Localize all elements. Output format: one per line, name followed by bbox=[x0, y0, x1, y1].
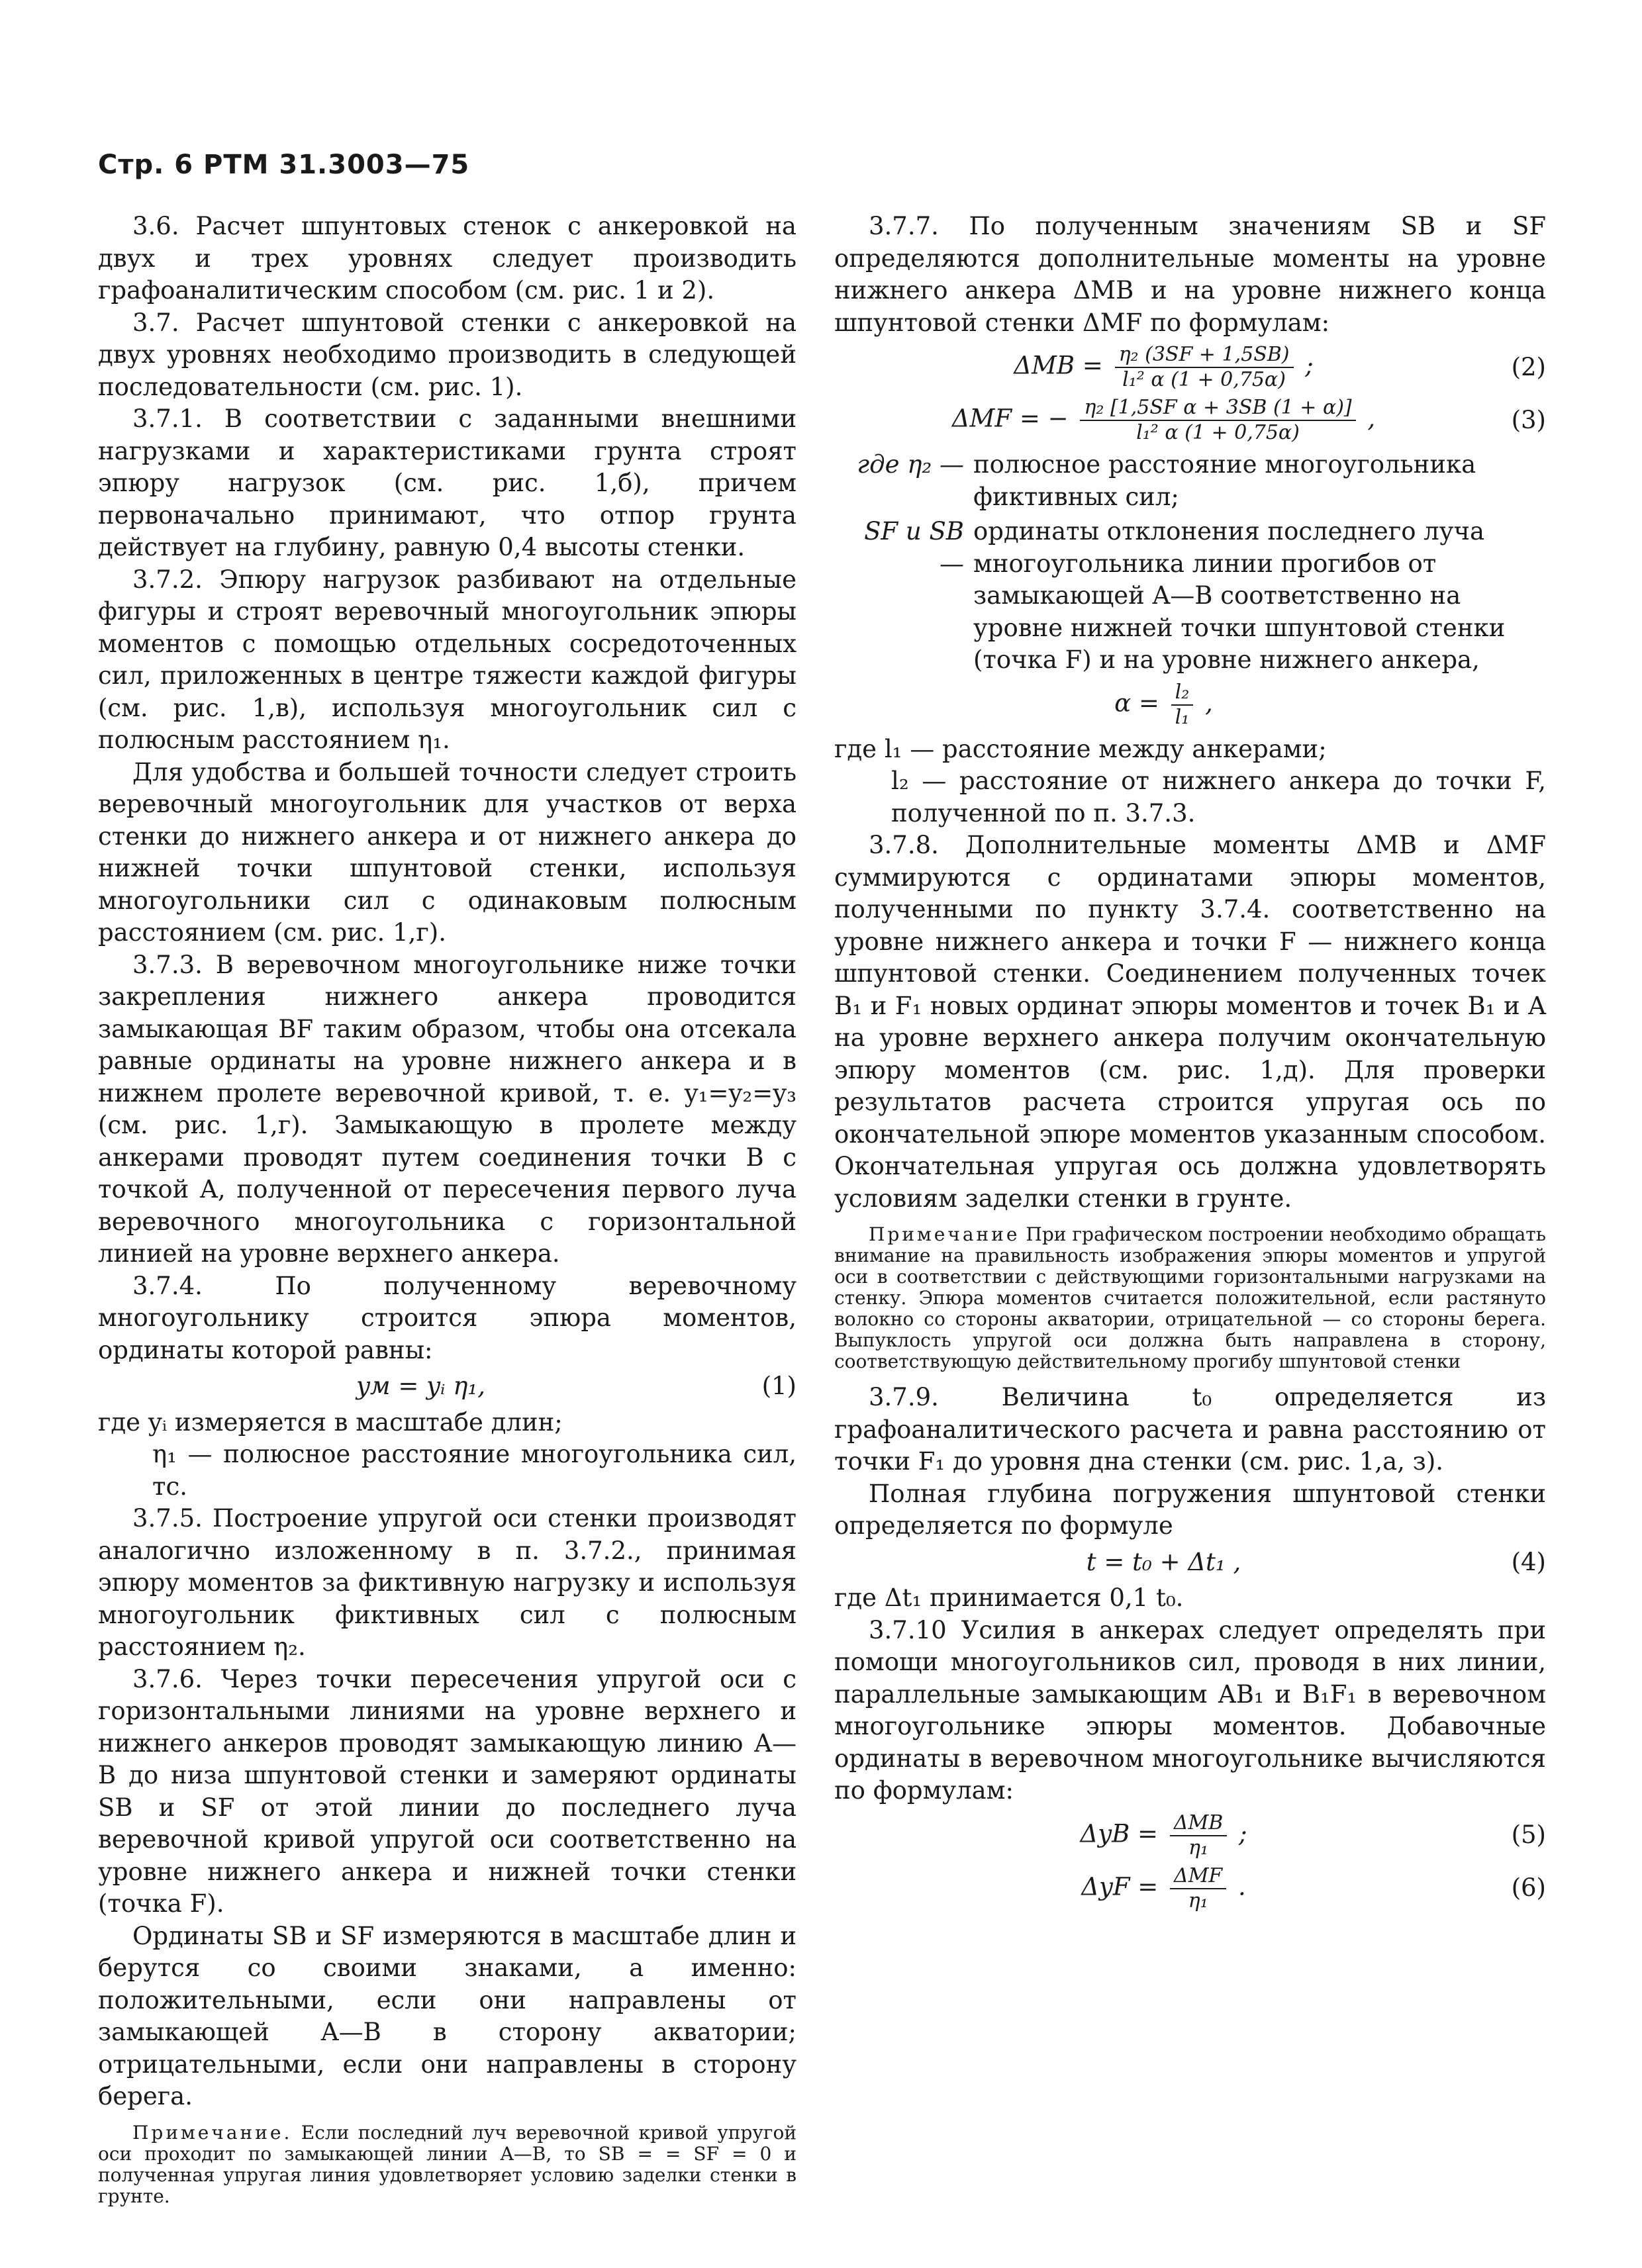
right-column bbox=[834, 211, 1546, 1917]
note-left-text: Если последний луч веревочной кривой упругой оси проходит по замыкающей линии A—B, то SB = = SF = 0 и полученная упругая линия удовлетворяет условию заделки стенки в грунте. bbox=[98, 2121, 797, 2207]
where-eta2-text: полюсное расстояние многоугольника фиктивных сил; bbox=[973, 450, 1476, 511]
page-header: Стр. 6 РТМ 31.3003—75 bbox=[98, 150, 470, 180]
where-eta2-symbol: где η₂ — bbox=[857, 450, 964, 479]
paragraph-3-7-5: 3.7.5. Построение упругой оси стенки производят аналогично изложенному в п. 3.7.2., принимая эпюру моментов за фиктивную нагрузку и используя многоугольник фиктивных сил с полюсным расстоянием η₂. bbox=[98, 1504, 797, 1661]
formula-4-expression: t = t₀ + Δt₁ , bbox=[1086, 1547, 1241, 1576]
formula-6 bbox=[834, 1864, 1546, 1913]
where-sf-sb-symbol: SF и SB — bbox=[864, 517, 964, 578]
where-sf-sb-text: ординаты отклонения последнего луча многоугольника линии прогибов от замыкающей A—B соответственно на уровне нижней точки шпунтовой стенки (точка F) и на уровне нижнего анкера, bbox=[973, 517, 1506, 674]
formula-3 bbox=[834, 396, 1546, 445]
formula-6-expression bbox=[834, 1864, 1493, 1913]
formula-6-denominator: η₁ bbox=[1188, 1889, 1208, 1913]
paragraph-ordinates: Ординаты SB и SF измеряются в масштабе длин и берутся со своими знаками, а именно: положительными, если они направлены от замыкающей A—B в сторону акватории; отрицательными, если они направлены в сторону берега. bbox=[98, 1921, 797, 2110]
formula-2-fraction bbox=[1115, 343, 1294, 392]
formula-3-denominator: l₁² α (1 + 0,75α) bbox=[1136, 421, 1300, 444]
formula-6-fraction bbox=[1170, 1864, 1226, 1913]
paragraph-3-7-2: 3.7.2. Эпюру нагрузок разбивают на отдельные фигуры и строят веревочный многоугольник эпюры моментов с помощью отдельных сосредоточенных сил, приложенных в центре тяжести каждой фигуры (см. рис. 1,в), используя многоугольник сил с полюсным расстоянием η₁. bbox=[98, 565, 797, 754]
formula-alpha-lhs: α = bbox=[1114, 688, 1159, 717]
where-dt1: где Δt₁ принимается 0,1 t₀. bbox=[834, 1583, 1184, 1612]
formula-6-numerator: ΔMF bbox=[1170, 1864, 1226, 1889]
formula-3-numerator: η₂ [1,5SF α + 3SB (1 + α)] bbox=[1080, 396, 1355, 421]
formula-5-number: (5) bbox=[1511, 1820, 1546, 1850]
paragraph-3-6: 3.6. Расчет шпунтовых стенок с анкеровкой на двух и трех уровнях следует производить графоаналитическим способом (см. рис. 1 и 2). bbox=[98, 212, 797, 305]
formula-3-lhs: ΔMF = − bbox=[951, 404, 1069, 433]
note-left bbox=[98, 2122, 797, 2207]
paragraph-3-7-8: 3.7.8. Дополнительные моменты ΔMB и ΔMF суммируются с ординатами эпюры моментов, полученными по пункту 3.7.4. соответственно на уровне нижнего анкера и точки F — нижнего конца шпунтовой стенки. Соединением полученных точек B₁ и F₁ новых ординат эпюры моментов и точек B₁ и A на уровне верхнего анкера получим окончательную эпюру моментов (см. рис. 1,д). Для проверки результатов расчета строится упругая ось по окончательной эпюре моментов указанным способом. Окончательная упругая ось должна удовлетворять условиям заделки стенки в грунте. bbox=[834, 831, 1546, 1213]
where-eta2 bbox=[834, 449, 1546, 513]
formula-6-number: (6) bbox=[1511, 1873, 1546, 1903]
formula-4 bbox=[834, 1546, 1546, 1579]
paragraph-3-7-7: 3.7.7. По полученным значениям SB и SF определяются дополнительные моменты на уровне нижнего анкера ΔMB и на уровне нижнего конца шпунтовой стенки ΔMF по формулам: bbox=[834, 212, 1546, 337]
where-yi: где yᵢ измеряется в масштабе длин; bbox=[98, 1407, 563, 1437]
where-sf-sb bbox=[834, 516, 1546, 677]
formula-alpha-fraction bbox=[1171, 681, 1194, 730]
formula-2-expression bbox=[834, 343, 1493, 392]
formula-1-number: (1) bbox=[761, 1372, 797, 1400]
formula-alpha-expression bbox=[834, 681, 1493, 730]
formula-2-numerator: η₂ (3SF + 1,5SB) bbox=[1115, 343, 1294, 368]
note-right-text: При графическом построении необходимо обращать внимание на правильность изображения эпюры моментов и упругой оси в соответствии с действующими горизонтальными нагрузками на стенку. Эпюра моментов считается положительной, если растянуто волокно со стороны акватории, отрицательной — со стороны берега. Выпуклость упругой оси должна быть направлена в сторону, соответствующую действительному прогибу шпунтовой стенки bbox=[834, 1223, 1546, 1372]
formula-1 bbox=[98, 1370, 797, 1403]
formula-6-end: . bbox=[1238, 1872, 1246, 1901]
formula-3-fraction bbox=[1080, 396, 1355, 445]
formula-4-number: (4) bbox=[1511, 1547, 1546, 1576]
formula-2-denominator: l₁² α (1 + 0,75α) bbox=[1122, 368, 1286, 391]
formula-3-end: , bbox=[1367, 404, 1376, 433]
note-right-label: Примечание bbox=[869, 1223, 1020, 1245]
where-l2: l₂ — расстояние от нижнего анкера до точки F, полученной по п. 3.7.3. bbox=[891, 767, 1546, 827]
formula-2 bbox=[834, 343, 1546, 392]
formula-2-number: (2) bbox=[1511, 352, 1546, 381]
where-l1: где l₁ — расстояние между анкерами; bbox=[834, 734, 1327, 763]
paragraph-3-7-9: 3.7.9. Величина t₀ определяется из графоаналитического расчета и равна расстоянию от точки F₁ до уровня дна стенки (см. рис. 1,а, з). bbox=[834, 1383, 1546, 1476]
formula-2-end: ; bbox=[1305, 351, 1314, 380]
paragraph-3-7-10: 3.7.10 Усилия в анкерах следует определять при помощи многоугольников сил, проводя в них линии, параллельные замыкающим AB₁ и B₁F₁ в веревочном многоугольнике эпюры моментов. Добавочные ординаты в веревочном многоугольнике вычисляются по формулам: bbox=[834, 1615, 1546, 1805]
formula-5-numerator: ΔMB bbox=[1170, 1811, 1227, 1836]
formula-3-number: (3) bbox=[1511, 405, 1546, 434]
paragraph-3-7-6: 3.7.6. Через точки пересечения упругой оси с горизонтальными линиями на уровне верхнего и нижнего анкеров проводят замыкающую линию A—B до низа шпунтовой стенки и замеряют ординаты SB и SF от этой линии до последнего луча веревочной кривой упругой оси соответственно на уровне нижнего анкера и нижней точки стенки (точка F). bbox=[98, 1664, 797, 1918]
paragraph-full-depth: Полная глубина погружения шпунтовой стенки определяется по формуле bbox=[834, 1479, 1546, 1540]
formula-alpha-denominator: l₁ bbox=[1175, 705, 1190, 729]
formula-5-fraction bbox=[1170, 1811, 1227, 1860]
formula-5-end: ; bbox=[1239, 1819, 1247, 1848]
formula-5-expression bbox=[834, 1811, 1493, 1860]
formula-alpha-end: , bbox=[1205, 688, 1213, 717]
paragraph-convenience: Для удобства и большей точности следует строить веревочный многоугольник для участков от верха стенки до нижнего анкера и от нижнего анкера до нижней точки шпунтовой стенки, используя многоугольники сил с одинаковым полюсным расстоянием (см. рис. 1,г). bbox=[98, 757, 797, 947]
formula-alpha bbox=[834, 681, 1546, 730]
formula-5-denominator: η₁ bbox=[1188, 1836, 1209, 1860]
formula-2-lhs: ΔMB = bbox=[1014, 351, 1103, 380]
formula-1-expression: yм = yᵢ η₁, bbox=[356, 1372, 485, 1400]
formula-alpha-numerator: l₂ bbox=[1171, 681, 1194, 706]
paragraph-3-7-3: 3.7.3. В веревочном многоугольнике ниже точки закрепления нижнего анкера проводится замыкающая BF таким образом, чтобы она отсекала равные ординаты на уровне нижнего анкера и в нижнем пролете веревочной кривой, т. е. y₁=y₂=y₃ (см. рис. 1,г). Замыкающую в пролете между анкерами проводят путем соединения точки B с точкой A, полученной от пересечения первого луча веревочного многоугольника с горизонтальной линией на уровне верхнего анкера. bbox=[98, 950, 797, 1268]
paragraph-3-7-4: 3.7.4. По полученному веревочному многоугольнику строится эпюра моментов, ординаты которой равны: bbox=[98, 1271, 797, 1364]
paragraph-3-7: 3.7. Расчет шпунтовой стенки с анкеровкой на двух уровнях необходимо производить в следующей последовательности (см. рис. 1). bbox=[98, 308, 797, 401]
formula-3-expression bbox=[834, 396, 1493, 445]
formula-5-lhs: ΔyB = bbox=[1080, 1819, 1159, 1848]
where-eta1: η₁ — полюсное расстояние многоугольника сил, тс. bbox=[152, 1440, 797, 1501]
note-right bbox=[834, 1224, 1546, 1372]
left-column bbox=[98, 211, 797, 2216]
note-left-label: Примечание. bbox=[132, 2121, 293, 2144]
formula-6-lhs: ΔyF = bbox=[1081, 1872, 1159, 1901]
paragraph-3-7-1: 3.7.1. В соответствии с заданными внешними нагрузками и характеристиками грунта строят эпюру нагрузок (см. рис. 1,б), причем первоначально принимают, что отпор грунта действует на глубину, равную 0,4 высоты стенки. bbox=[98, 404, 797, 561]
formula-5 bbox=[834, 1811, 1546, 1860]
